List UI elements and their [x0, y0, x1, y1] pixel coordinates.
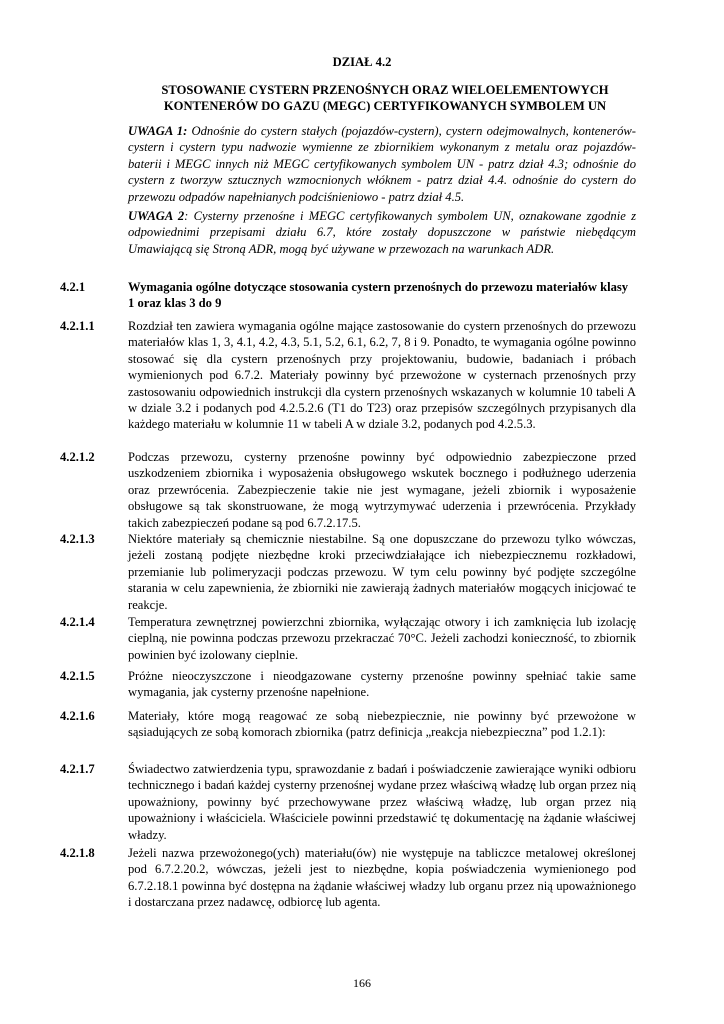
- clause-4-2-1-6: [60, 708, 636, 741]
- clause-4-2-1: [60, 279, 636, 312]
- clause-number: 4.2.1.5: [60, 669, 95, 683]
- clause-4-2-1-5: [60, 668, 636, 701]
- clause-text: Świadectwo zatwierdzenia typu, sprawozdanie z badań i poświadczenie zawierające wyniki odbioru technicznego i badań każdej cysterny przenośnej wydane przez właściwą władzę lub organ przez nią upoważniony, powinny być przechowywane przez właściwą władzę, lub organ przez nią upoważniony i właściciela. Właściciele powinni przedstawić tę dokumentację na żądanie właściwej władzy.: [128, 762, 636, 842]
- note-text: Odnośnie do cystern stałych (pojazdów-cystern), cystern odejmowalnych, kontenerów-cystern i cystern typu nadwozie wymienne ze zbiornikiem wykonanym z metalu oraz pojazdów-baterii i MEGC innych niż MEGC certyfikowanych symbolem UN - patrz dział 4.3; odnośnie do cystern z tworzyw sztucznych wzmocnionych włóknem - patrz dział 4.4. odnośnie do cystern do przewozu odpadów napełnianych podciśnieniowo - patrz dział 4.5.: [128, 124, 637, 204]
- note-1: [128, 123, 636, 205]
- note-label: UWAGA 2: [128, 209, 185, 224]
- clause-4-2-1-4: [60, 614, 636, 663]
- clause-number: 4.2.1: [60, 280, 86, 294]
- clause-number: 4.2.1.8: [60, 846, 95, 860]
- clause-4-2-1-1: [60, 318, 636, 433]
- note-text: : Cysterny przenośne i MEGC certyfikowanych symbolem UN, oznakowane zgodnie z odpowiednimi przepisami działu 6.7, które zostały dopuszczone w państwie niebędącym Umawiającą się Stroną ADR, mogą być używane w przewozach na warunkach ADR.: [128, 209, 636, 256]
- section-heading: [110, 82, 660, 115]
- note-label: UWAGA 1:: [128, 124, 188, 138]
- page-number: 166: [353, 976, 371, 990]
- note-2: [128, 208, 636, 257]
- chapter-title: DZIAŁ 4.2: [332, 55, 392, 69]
- clause-number: 4.2.1.2: [60, 450, 95, 464]
- clause-text: Temperatura zewnętrznej powierzchni zbiornika, wyłączając otwory i ich zamknięcia lub izolację cieplną, nie powinna podczas przewozu przekraczać 70°C. Jeżeli zachodzi konieczność, to zbiornik powinien być izolowany cieplnie.: [128, 615, 636, 662]
- clause-text: Próżne nieoczyszczone i nieodgazowane cysterny przenośne powinny spełniać takie same wymagania, jak cysterny przenośne napełnione.: [128, 669, 636, 700]
- clause-text: Rozdział ten zawiera wymagania ogólne mające zastosowanie do cystern przenośnych do przewozu materiałów klas 1, 3, 4.1, 4.2, 4.3, 5.1, 5.2, 6.1, 6.2, 7, 8 i 9. Ponadto, te wymagania ogólne powinno stosować się dla cystern przenośnych przy projektowaniu, budowie, badaniach i próbach wymienionych pod 6.7.2. Materiały powinny być przewożone w cysternach przenośnych przy zastosowaniu odpowiednich instrukcji dla cystern przenośnych wskazanych w kolumnie 10 tabeli A w dziale 3.2 i podanych pod 4.2.5.2.6 (T1 do T23) oraz przepisów szczególnych przypisanych dla każdego materiału w kolumnie 11 w tabeli A w dziale 3.2, podanych pod 4.2.5.3.: [128, 319, 636, 432]
- section-heading-line-1: STOSOWANIE CYSTERN PRZENOŚNYCH ORAZ WIELOELEMENTOWYCH: [161, 83, 609, 97]
- clause-4-2-1-2: [60, 449, 636, 531]
- clause-number: 4.2.1.4: [60, 615, 95, 629]
- clause-number: 4.2.1.3: [60, 532, 95, 546]
- section-heading-line-2: KONTENERÓW DO GAZU (MEGC) CERTYFIKOWANYCH SYMBOLEM UN: [163, 99, 607, 114]
- clause-4-2-1-3: [60, 531, 636, 613]
- notes-block: [128, 123, 636, 260]
- clause-4-2-1-7: [60, 761, 636, 843]
- clause-text: Jeżeli nazwa przewożonego(ych) materiału(ów) nie występuje na tabliczce metalowej określonej pod 6.7.2.20.2, wówczas, jeżeli jest to niezbędne, kopia poświadczenia wymienionego pod 6.7.2.18.1 powinna być dostępna na żądanie właściwej władzy lub organu przez nią upoważnionego i dostarczana przez nadawcę, odbiorcę lub agenta.: [128, 846, 636, 910]
- clause-number: 4.2.1.7: [60, 762, 95, 776]
- clause-text: Materiały, które mogą reagować ze sobą niebezpiecznie, nie powinny być przewożone w sąsiadujących ze sobą komorach zbiornika (patrz definicja „reakcja niebezpieczna” pod 1.2.1):: [128, 709, 636, 740]
- clause-number: 4.2.1.1: [60, 319, 95, 333]
- clause-text: Podczas przewozu, cysterny przenośne powinny być odpowiednio zabezpieczone przed uszkodzeniem zbiornika i wyposażenia obsługowego wskutek bocznego i podłużnego uderzenia oraz przewrócenia. Zabezpieczenie takie nie jest wymagane, jeżeli zbiornik i wyposażenie obsługowe są tak skonstruowane, że mogą wytrzymywać uderzenia i przewrócenia. Przykłady takich zabezpieczeń podane są pod 6.7.2.17.5.: [128, 450, 636, 530]
- clause-number: 4.2.1.6: [60, 709, 95, 723]
- clause-text: Niektóre materiały są chemicznie niestabilne. Są one dopuszczane do przewozu tylko wówczas, jeżeli zostaną podjęte niezbędne kroki przeciwdziałające ich niebezpiecznemu rozkładowi, przemianie lub polimeryzacji podczas przewozu. W tym celu powinny być podjęte szczególne starania w celu zapewnienia, że zbiorniki nie zawierają żadnych materiałów mogących inicjować te reakcje.: [128, 532, 636, 612]
- clause-heading: Wymagania ogólne dotyczące stosowania cystern przenośnych do przewozu materiałów klasy 1 oraz klas 3 do 9: [128, 280, 629, 311]
- clause-4-2-1-8: [60, 845, 636, 911]
